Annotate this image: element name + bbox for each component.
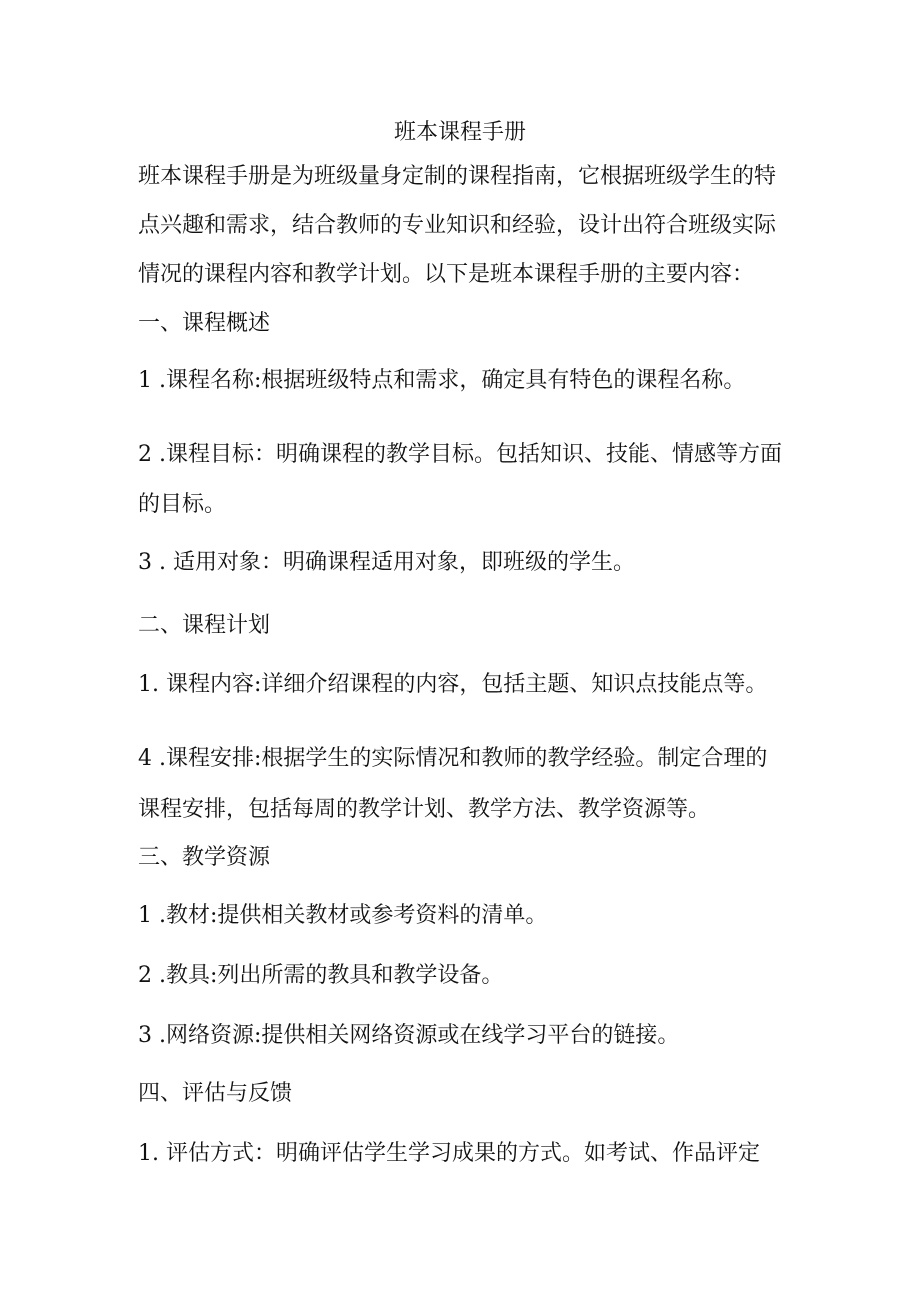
overview-item-1: 1 .课程名称:根据班级特点和需求，确定具有特色的课程名称。 <box>138 368 746 393</box>
intro-line-3: 情况的课程内容和教学计划。以下是班本课程手册的主要内容： <box>138 262 755 287</box>
section-heading-overview: 一、课程概述 <box>138 311 271 336</box>
document-title: 班本课程手册 <box>393 120 526 145</box>
plan-item-1: 1. 课程内容:详细介绍课程的内容，包括主题、知识点技能点等。 <box>138 672 768 697</box>
section-heading-evaluation: 四、评估与反馈 <box>138 1081 293 1106</box>
section-heading-plan: 二、课程计划 <box>138 613 271 638</box>
overview-item-2-cont: 的目标。 <box>138 492 227 517</box>
plan-item-2-cont: 课程安排，包括每周的教学计划、教学方法、教学资源等。 <box>138 797 711 822</box>
overview-item-2: 2 .课程目标：明确课程的教学目标。包括知识、技能、情感等方面 <box>138 442 782 467</box>
resources-item-2: 2 .教具:列出所需的教具和教学设备。 <box>138 963 504 988</box>
section-heading-resources: 三、教学资源 <box>138 845 271 870</box>
resources-item-1: 1 .教材:提供相关教材或参考资料的清单。 <box>138 903 548 928</box>
evaluation-item-1: 1. 评估方式：明确评估学生学习成果的方式。如考试、作品评定 <box>138 1141 760 1166</box>
resources-item-3: 3 .网络资源:提供相关网络资源或在线学习平台的链接。 <box>138 1023 680 1048</box>
intro-line-1: 班本课程手册是为班级量身定制的课程指南，它根据班级学生的特 <box>138 164 777 189</box>
intro-line-2: 点兴趣和需求，结合教师的专业知识和经验，设计出符合班级实际 <box>138 213 777 238</box>
overview-item-3: 3 . 适用对象：明确课程适用对象，即班级的学生。 <box>138 550 635 575</box>
plan-item-2: 4 .课程安排:根据学生的实际情况和教师的教学经验。制定合理的 <box>138 746 768 771</box>
